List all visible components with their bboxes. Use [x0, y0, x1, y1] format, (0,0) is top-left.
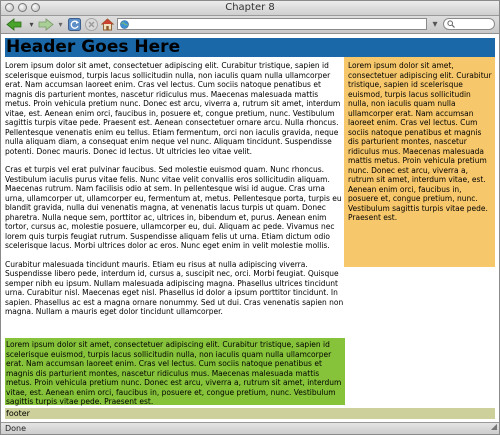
status-text: Done: [5, 424, 27, 433]
back-arrow-icon: [6, 18, 24, 31]
main-content: [5, 61, 344, 317]
stop-icon: [85, 18, 98, 31]
address-bar[interactable]: [117, 18, 427, 30]
back-history-dropdown[interactable]: ▾: [29, 20, 34, 29]
home-icon: [101, 18, 114, 31]
green-content-box: [5, 338, 345, 405]
page-viewport[interactable]: [1, 34, 499, 422]
main-paragraph-2: Cras et turpis vel erat pulvinar faucibus. Sed molestie euismod quam. Nunc rhoncus. Vestibulum iaculis purus vitae felis. Nunc vitae velit convallis eros sollicitudin aliquam. Maecenas rutrum. Nam facilisis odio at sem. In pellentesque wisi id augue. Cras urna urna, ullamcorper ut, ullamcorper eu, fermentum at, metus. Pellentesque porta, turpis eu blandit gravida, nulla dui venenatis magna, at venenatis lacus turpis ut quam. Donec pharetra. Nulla neque sem, porttitor ac, ultrices in, bibendum et, purus. Aenean enim tortor, cursus ac, molestie posuere, ullamcorper eu, dui. Aliquam ac pede. Vivamus nec lorem quis turpis feugiat rutrum. Suspendisse aliquam felis ut urna. Etiam dictum odio scelerisque lacus. Morbi ultrices dolor ac eros. Nunc eget enim in velit molestie mollis.: [5, 165, 342, 250]
site-globe-icon: [120, 20, 129, 29]
sidebar-box: [344, 57, 495, 267]
status-bar: [1, 422, 499, 434]
green-box-text: Lorem ipsum dolor sit amet, consectetuer adipiscing elit. Curabitur tristique, sapien id scelerisque euismod, turpis lacus sollicitudin nulla, non iaculis quam nulla ullamcorper erat. Nam accumsan laoreet enim. Cras vel lectus. Cum sociis natoque penatibus et magnis dis parturient montes, nascetur ridiculus mus. Maecenas malesuada mattis metus. Proin vehicula pretium nunc. Donec est arcu, viverra a, rutrum sit amet, interdum vitae, est. Aenean enim orci, faucibus in, posuere et, congue pretium, nunc. Vestibulum sagittis turpis vitae pede. Praesent est.: [6, 340, 342, 406]
page-title: Header Goes Here: [6, 37, 181, 57]
sidebar-text: Lorem ipsum dolor sit amet, consectetuer adipiscing elit. Curabitur tristique, sapien id scelerisque euismod, turpis lacus sollicitudin nulla, non iaculis quam nulla ullamcorper erat. Nam accumsan laoreet enim. Cras vel lectus. Cum sociis natoque penatibus et magnis dis parturient montes, nascetur ridiculus mus. Maecenas malesuada mattis metus. Proin vehicula pretium nunc. Donec est arcu, viverra a, rutrum sit amet, interdum vitae, est. Aenean enim orci, faucibus in, posuere et, congue pretium, nunc. Vestibulum sagittis turpis vitae pede. Praesent est.: [348, 61, 492, 222]
home-button[interactable]: [100, 17, 114, 32]
search-field[interactable]: [443, 18, 495, 30]
footer-text: footer: [6, 409, 30, 418]
back-button[interactable]: [5, 17, 25, 32]
main-paragraph-1: Lorem ipsum dolor sit amet, consectetuer adipiscing elit. Curabitur tristique, sapien id scelerisque euismod, turpis lacus sollicitudin nulla, non iaculis quam nulla ullamcorper erat. Nam accumsan laoreet enim. Cras vel lectus. Cum sociis natoque penatibus et magnis dis parturient montes, nascetur ridiculus mus. Maecenas malesuada mattis metus. Proin vehicula pretium nunc. Donec est arcu, viverra a, rutrum sit amet, interdum vitae, est. Aenean enim orci, faucibus in, posuere et, congue pretium, nunc. Vestibulum sagittis turpis vitae pede. Praesent est. Aenean consectetuer ornare arcu. Nulla rhoncus. Pellentesque venenatis enim eu tellus. Etiam fermentum, orci non iaculis gravida, neque nulla aliquam diam, a consequat enim neque vel nunc. Aliquam tincidunt. Suspendisse potenti. Donec mauris. Donec id lectus. Ut ultricies leo vitae velit.: [5, 61, 341, 156]
forward-button[interactable]: [37, 17, 55, 32]
resize-grip-icon[interactable]: ◢: [490, 422, 497, 431]
stop-button[interactable]: [84, 17, 98, 32]
browser-toolbar: [1, 16, 499, 34]
search-icon: [447, 20, 455, 28]
forward-history-dropdown[interactable]: ▾: [58, 20, 63, 29]
main-paragraph-3: Curabitur malesuada tincidunt mauris. Etiam eu risus at nulla adipiscing viverra. Suspendisse libero pede, interdum id, cursus a, suscipit nec, orci. Morbi feugiat. Quisque semper nibh eu ipsum. Nullam malesuada adipiscing magna. Phasellus ultrices tincidunt urna. Curabitur nisl. Maecenas eget nisl. Phasellus id dolor a ipsum porttitor tincidunt. In sapien. Phasellus ac est a magna ornare nonummy. Sed ut dui. Cras venenatis sapien non magna. Nullam a mauris eget dolor tincidunt ullamcorper.: [5, 259, 344, 316]
reload-icon: [68, 18, 81, 31]
title-bar[interactable]: [1, 1, 499, 16]
address-dropdown-button[interactable]: ▾: [432, 19, 438, 30]
reload-button[interactable]: [67, 17, 81, 32]
window-title: Chapter 8: [225, 2, 275, 13]
page-header: [5, 38, 495, 57]
forward-arrow-icon: [38, 18, 54, 31]
page-footer: [5, 408, 495, 419]
